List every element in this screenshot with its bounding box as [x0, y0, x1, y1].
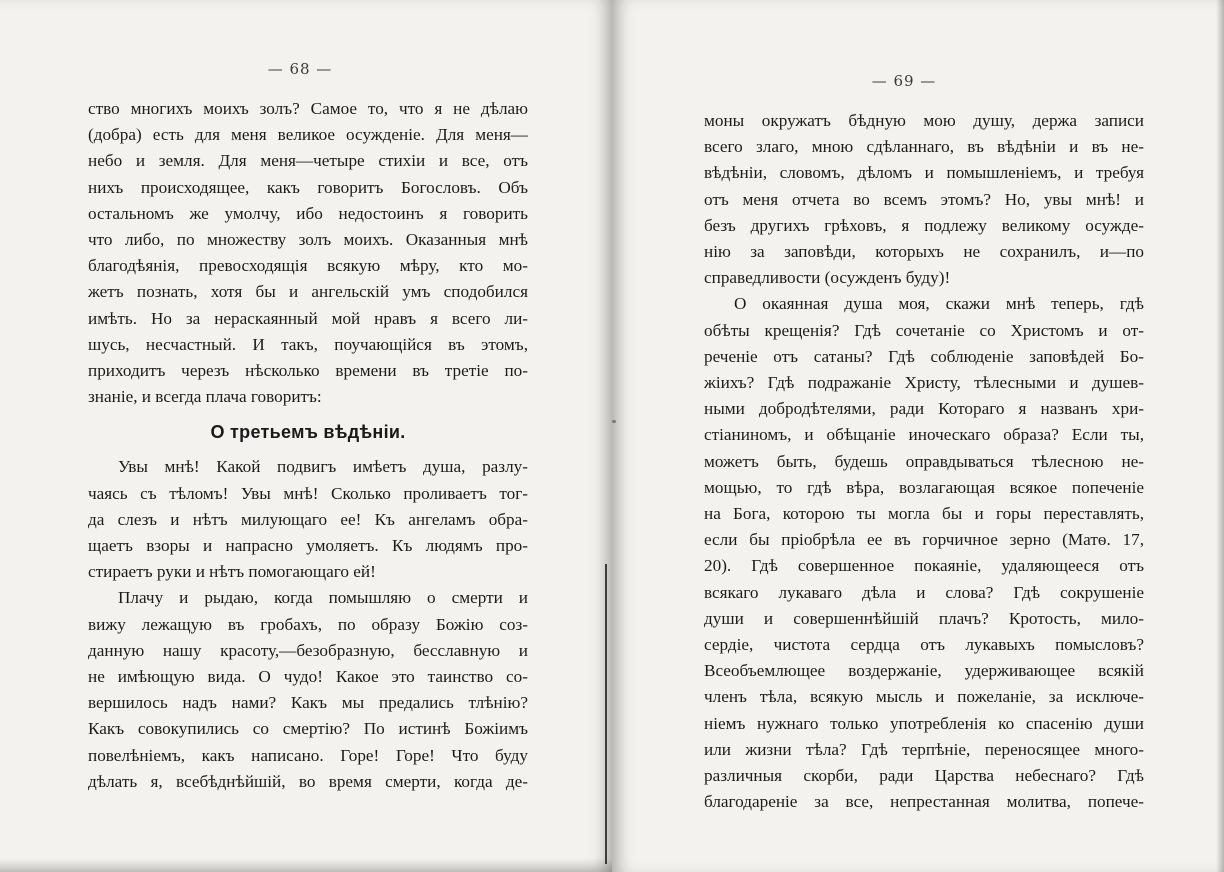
- text-line: стираетъ руки и нѣтъ помогающаго ей!: [88, 562, 376, 582]
- text-line: данную нашу красоту,—безобразную, бесславную и: [88, 640, 528, 660]
- text-line: жетъ познать, хотя бы и ангельскій умъ сподобился: [88, 282, 528, 302]
- text-line: Увы мнѣ! Какой подвигъ имѣетъ душа, разлу-: [118, 457, 528, 477]
- text-line: да слезъ и нѣтъ милующаго ее! Къ ангеламъ обра-: [88, 509, 528, 529]
- text-line: или жизни тѣла? Гдѣ терпѣніе, переносящее много-: [704, 739, 1144, 759]
- section-heading: О третьемъ вѣдѣніи.: [210, 422, 406, 443]
- text-line: не имѣющую вида. О чудо! Какое это таинство со-: [88, 667, 528, 687]
- left-page-text: [88, 96, 528, 795]
- text-line: нихъ происходящее, какъ говоритъ Богословъ. Объ: [88, 177, 528, 197]
- text-line: сердіе, чистота сердца отъ лукавыхъ помысловъ?: [704, 635, 1144, 655]
- text-line: отъ меня отчета во всемъ этомъ? Но, увы мнѣ! и: [704, 189, 1144, 209]
- text-line: Всеобъемлющее воздержаніе, удерживающее всякій: [704, 661, 1144, 681]
- text-line: О окаянная душа моя, скажи мнѣ теперь, гдѣ: [734, 294, 1144, 314]
- text-line: мощью, то гдѣ вѣра, возлагающая всякое попеченіе: [704, 477, 1144, 497]
- text-line: если бы пріобрѣла ее въ горчичное зерно (Матѳ. 17,: [704, 530, 1144, 550]
- paper-speck: [612, 420, 616, 423]
- text-line: всего злаго, мною сдѣланнаго, въ вѣдѣніи и въ не-: [704, 137, 1144, 157]
- text-line: приходитъ черезъ нѣсколько времени въ третіе по-: [88, 361, 528, 381]
- text-line: щаетъ взоры и напрасно умоляетъ. Къ людямъ про-: [88, 536, 528, 556]
- text-line: 20). Гдѣ совершенное покаяніе, удаляющееся отъ: [704, 556, 1144, 576]
- text-line: благодареніе за все, непрестанная молитва, попече-: [704, 792, 1144, 812]
- text-line: нію за заповѣди, которыхъ не сохранилъ, и—по: [704, 242, 1144, 262]
- page-number: — 68 —: [267, 60, 333, 78]
- text-line: на Бога, которою ты могла бы и горы переставлять,: [704, 504, 1144, 524]
- text-line: жіихъ? Гдѣ подражаніе Христу, тѣлесными и душев-: [704, 373, 1144, 393]
- text-line: что либо, по множеству золъ моихъ. Оказанныя мнѣ: [88, 230, 528, 250]
- text-line: ніемъ нужнаго только употребленія ко спасенію души: [704, 713, 1144, 733]
- text-line: повелѣніемъ, какъ написано. Горе! Горе! Что буду: [88, 745, 528, 765]
- text-line: благодѣянія, превосходящія всякую мѣру, кто мо-: [88, 256, 528, 276]
- text-line: моны окружатъ бѣдную мою душу, держа записи: [704, 111, 1144, 130]
- text-line: членъ тѣла, всякую мысль и пожеланіе, за исключе-: [704, 687, 1144, 707]
- text-line: различныя скорби, ради Царства небеснаго? Гдѣ: [704, 766, 1144, 786]
- text-line: стіаниномъ, и обѣщаніе иноческаго образа? Если ты,: [704, 425, 1144, 445]
- text-line: шусь, несчастный. И такъ, поучающійся въ этомъ,: [88, 334, 528, 354]
- gutter-shadow-mark: [605, 564, 607, 864]
- text-line: вижу лежащую въ гробахъ, по образу Божію соз-: [88, 614, 528, 634]
- right-page: [612, 0, 1224, 872]
- text-line: знаніе, и всегда плача говоритъ:: [88, 387, 322, 407]
- text-line: небо и земля. Для меня—четыре стихіи и все, отъ: [88, 151, 528, 171]
- text-line: всякаго лукаваго дѣла и слова? Гдѣ сокрушеніе: [704, 582, 1144, 602]
- text-line: справедливости (осужденъ буду)!: [704, 268, 951, 288]
- text-line: ными добродѣтелями, ради Котораго я названъ хри-: [704, 399, 1144, 419]
- text-line: остальномъ же умолчу, ибо недостоинъ я говорить: [88, 203, 528, 223]
- text-line: ство многихъ моихъ золъ? Самое то, что я не дѣлаю: [88, 99, 528, 118]
- text-line: дѣлать я, всебѣднѣйшій, во время смерти, когда де-: [88, 771, 528, 791]
- text-line: вершилось надъ нами? Какъ мы предались тлѣнію?: [88, 693, 528, 713]
- text-line: безъ другихъ грѣховъ, я подлежу великому осужде-: [704, 215, 1144, 235]
- text-line: (добра) есть для меня великое осужденіе. Для меня—: [88, 125, 528, 145]
- text-line: чаясь съ тѣломъ! Увы мнѣ! Сколько проливаетъ тог-: [88, 483, 528, 503]
- right-page-text: [704, 108, 1144, 815]
- text-line: реченіе отъ сатаны? Гдѣ соблюденіе заповѣдей Бо-: [704, 346, 1144, 366]
- text-line: души и совершеннѣйшій плачъ? Кротость, мило-: [704, 608, 1144, 628]
- text-line: вѣдѣніи, словомъ, дѣломъ и помышленіемъ, и требуя: [704, 163, 1144, 183]
- text-line: обѣты крещенія? Гдѣ сочетаніе со Христомъ и от-: [704, 320, 1144, 340]
- page-number: — 69 —: [871, 72, 937, 90]
- text-line: можетъ быть, будешь оправдываться тѣлесною не-: [704, 451, 1144, 471]
- text-line: имѣть. Но за нераскаянный мой нравъ я всего ли-: [88, 308, 528, 328]
- text-line: Какъ совокупились со смертію? По истинѣ Божіимъ: [88, 719, 528, 739]
- text-line: Плачу и рыдаю, когда помышляю о смерти и: [118, 588, 528, 608]
